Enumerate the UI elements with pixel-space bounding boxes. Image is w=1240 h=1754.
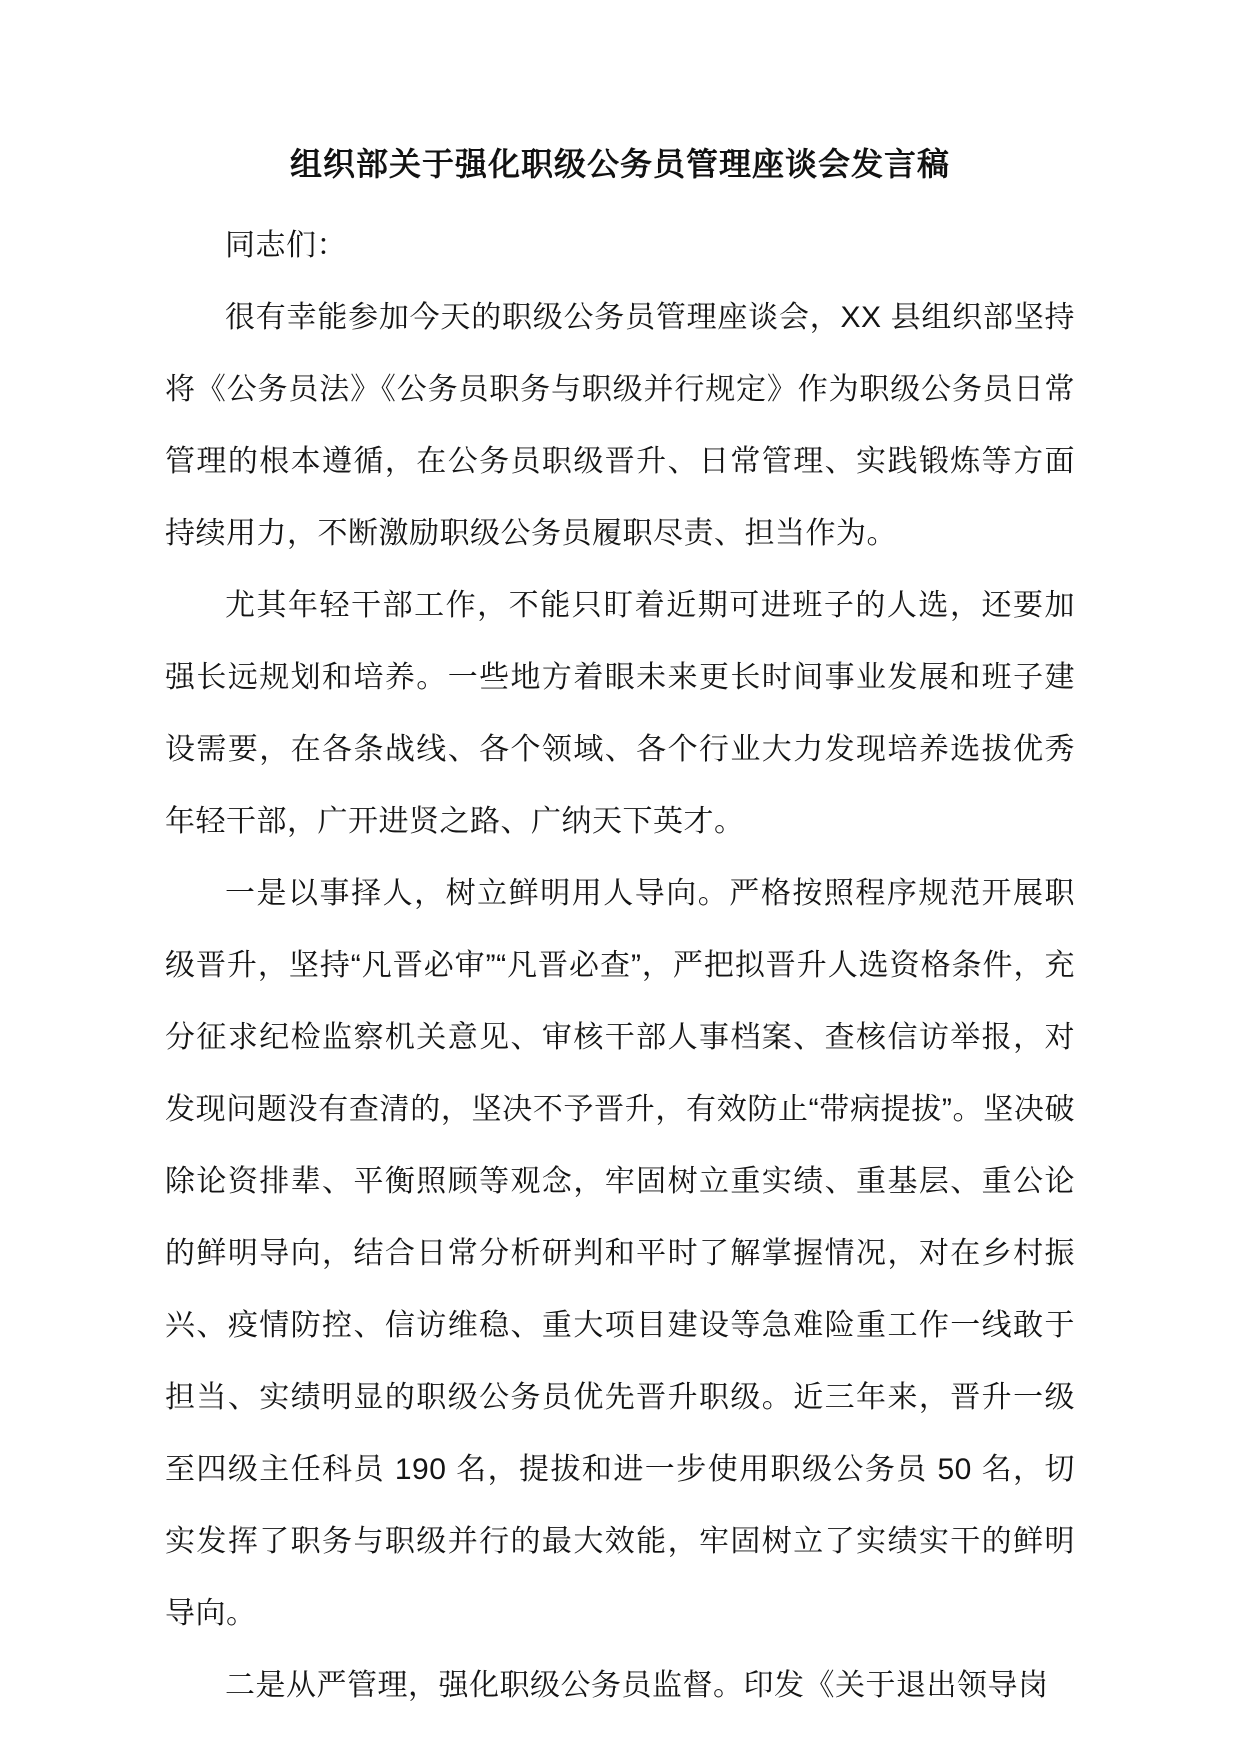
paragraph-point-two: 二是从严管理，强化职级公务员监督。印发《关于退出领导岗 <box>225 1669 1049 1702</box>
paragraph-young-cadres: 尤其年轻干部工作，不能只盯着近期可进班子的人选，还要加强长远规划和培养。一些地方着眼未来更长时间事业发展和班子建设需要，在各条战线、各个领域、各个行业大力发现培养选拔优秀年轻干部，广开进贤之路、广纳天下英才。 <box>165 589 1075 838</box>
paragraph-intro: 很有幸能参加今天的职级公务员管理座谈会，XX 县组织部坚持将《公务员法》《公务员职务与职级并行规定》作为职级公务员日常管理的根本遵循，在公务员职级晋升、日常管理、实践锻炼等方面持续用力，不断激励职级公务员履职尽责、担当作为。 <box>165 301 1075 550</box>
paragraph-point-one: 一是以事择人，树立鲜明用人导向。严格按照程序规范开展职级晋升，坚持“凡晋必审”“凡晋必查”，严把拟晋升人选资格条件，充分征求纪检监察机关意见、审核干部人事档案、查核信访举报，对发现问题没有查清的，坚决不予晋升，有效防止“带病提拔”。坚决破除论资排辈、平衡照顾等观念，牢固树立重实绩、重基层、重公论的鲜明导向，结合日常分析研判和平时了解掌握情况，对在乡村振兴、疫情防控、信访维稳、重大项目建设等急难险重工作一线敢于担当、实绩明显的职级公务员优先晋升职级。近三年来，晋升一级至四级主任科员 190 名，提拔和进一步使用职级公务员 50 名，切实发挥了职务与职级并行的最大效能，牢固树立了实绩实干的鲜明导向。 <box>165 877 1075 1630</box>
paragraph-salutation: 同志们： <box>225 229 347 262</box>
document-title: 组织部关于强化职级公务员管理座谈会发言稿 <box>289 146 950 182</box>
